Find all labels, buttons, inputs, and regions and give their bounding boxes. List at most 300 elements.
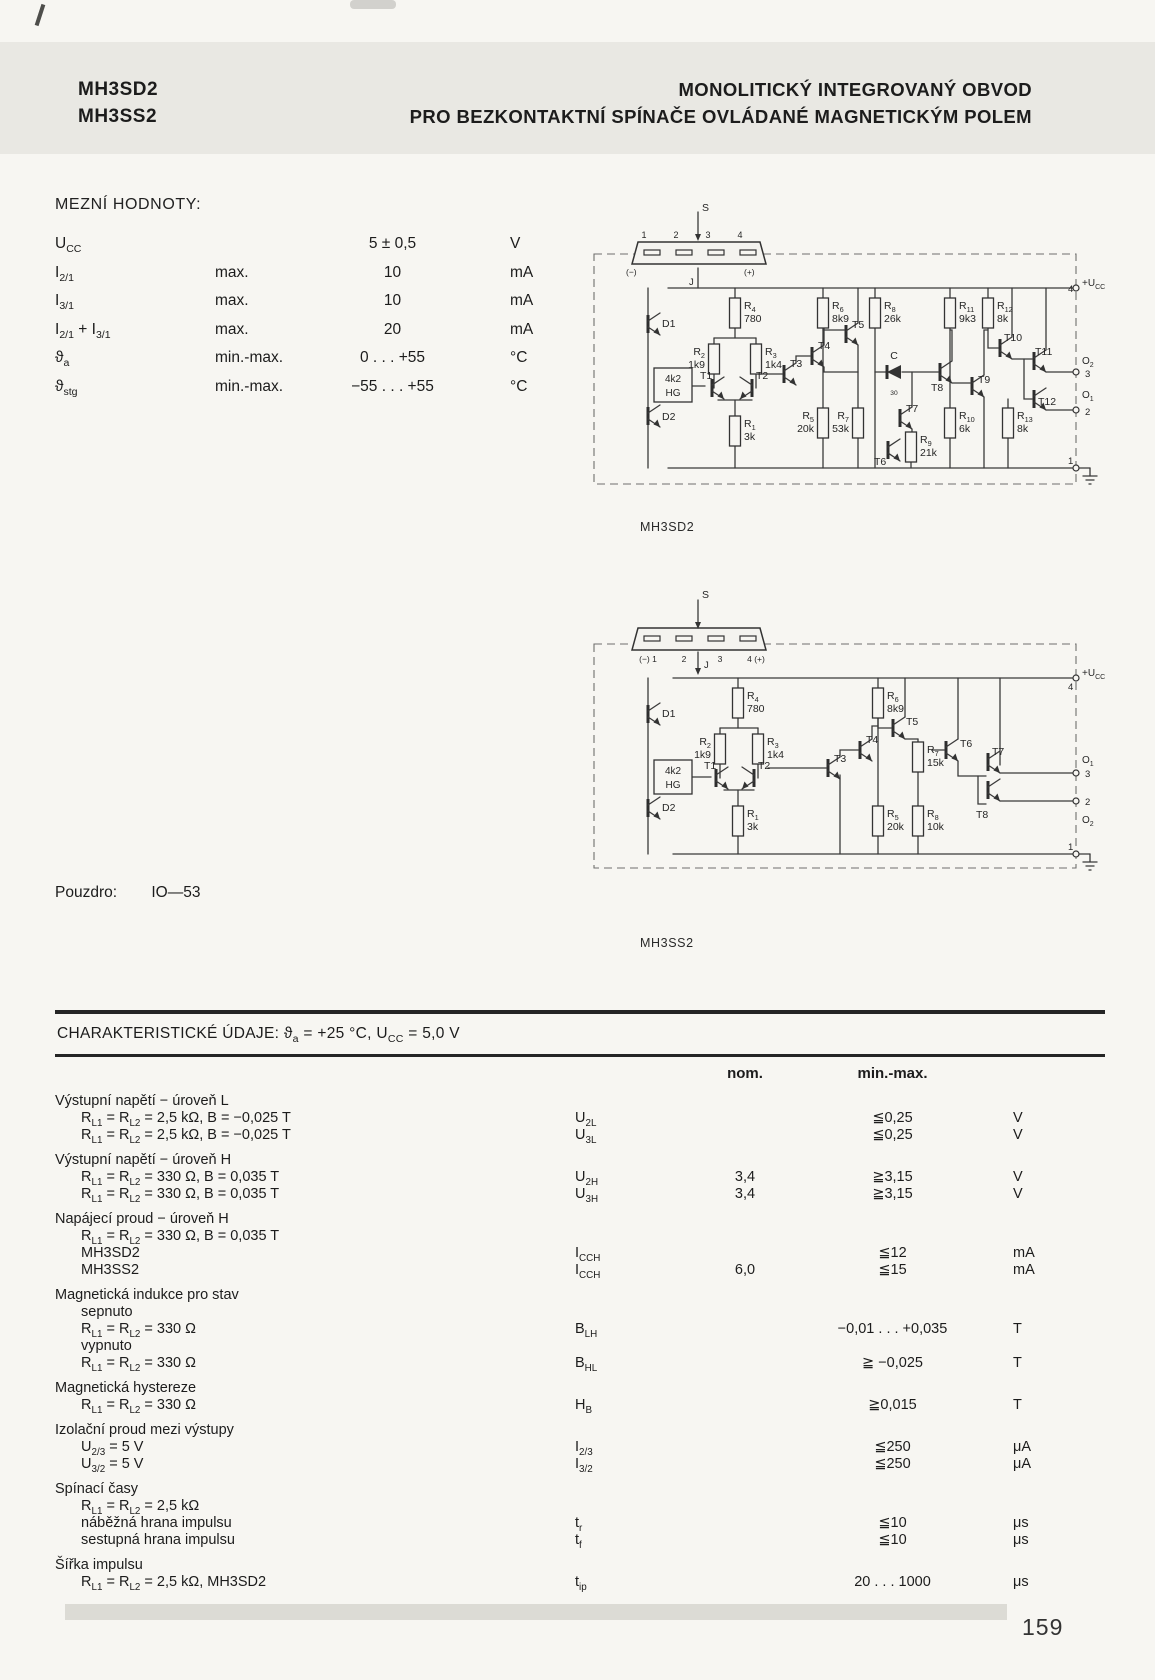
char-symbol: $t_f$ bbox=[575, 1532, 582, 1551]
char-minmax: ≦0,25 bbox=[872, 1127, 913, 1143]
characteristics-table bbox=[55, 1093, 1105, 1591]
svg-text:R8: $R_8$ bbox=[884, 300, 896, 314]
resistor-R4 bbox=[730, 298, 762, 328]
limit-value: 10 bbox=[383, 292, 402, 310]
schematic-label: (−) bbox=[626, 267, 637, 277]
svg-text:T3: T3 bbox=[790, 358, 803, 370]
model-mh3sd2: MH3SD2 bbox=[78, 79, 159, 100]
svg-text:R3: $R_3$ bbox=[767, 736, 779, 750]
limit-value: 5 ± 0,5 bbox=[368, 235, 417, 253]
char-row bbox=[55, 1439, 1105, 1456]
bottom-scan-band bbox=[65, 1604, 1007, 1620]
char-minmax: ≧ −0,025 bbox=[862, 1355, 923, 1371]
svg-text:1k4: 1k4 bbox=[765, 359, 782, 371]
char-unit: μA bbox=[1013, 1439, 1032, 1455]
limit-values-section bbox=[55, 196, 615, 401]
char-condition: Šířka impulsu bbox=[55, 1557, 143, 1573]
svg-text:T5: T5 bbox=[852, 319, 865, 331]
svg-text:R4: $R_4$ bbox=[747, 690, 759, 704]
char-row bbox=[55, 1093, 1105, 1110]
transistor-T9 bbox=[972, 374, 990, 397]
char-row bbox=[55, 1397, 1105, 1414]
char-row bbox=[55, 1515, 1105, 1532]
svg-text:D2: D2 bbox=[662, 802, 676, 814]
svg-text:R6: $R_6$ bbox=[887, 690, 899, 704]
limit-unit: V bbox=[510, 235, 521, 253]
svg-text:21k: 21k bbox=[920, 447, 937, 459]
svg-text:T1: T1 bbox=[700, 370, 713, 382]
limit-value: −55 . . . +55 bbox=[351, 377, 434, 395]
char-condition: $U_{2/3} = 5$ V bbox=[81, 1439, 144, 1458]
limit-row bbox=[55, 344, 615, 373]
char-condition: vypnuto bbox=[81, 1338, 132, 1354]
pin-terminal bbox=[1073, 465, 1079, 471]
char-condition: $R_{L1} = R_{L2} = 330$ Ω bbox=[81, 1397, 196, 1416]
limit-unit: mA bbox=[510, 263, 534, 281]
schematic-label: S bbox=[702, 589, 710, 601]
schematic-label: (−) 1 bbox=[639, 654, 657, 664]
char-minmax: ≦0,25 bbox=[872, 1110, 913, 1126]
schematic-label: HG bbox=[665, 780, 681, 791]
char-symbol: $I_{3/2}$ bbox=[575, 1456, 593, 1475]
svg-text:T10: T10 bbox=[1004, 332, 1023, 344]
char-minmax: 20 . . . 1000 bbox=[854, 1574, 931, 1590]
char-condition: $U_{3/2} = 5$ V bbox=[81, 1456, 144, 1475]
package-pad bbox=[676, 636, 692, 641]
char-condition: $R_{L1} = R_{L2} = 330$ Ω bbox=[81, 1321, 196, 1340]
svg-text:8k: 8k bbox=[1017, 423, 1029, 435]
svg-text:T2: T2 bbox=[758, 760, 771, 772]
limits-table bbox=[55, 230, 615, 401]
char-symbol: $I_{2/3}$ bbox=[575, 1439, 593, 1458]
package-label: Pouzdro: bbox=[55, 884, 118, 901]
svg-text:53k: 53k bbox=[832, 423, 849, 435]
svg-text:20k: 20k bbox=[797, 423, 814, 435]
limit-symbol: $ϑ_{stg}$ bbox=[55, 377, 78, 398]
char-condition: Spínací časy bbox=[55, 1481, 139, 1497]
svg-text:8k: 8k bbox=[997, 313, 1009, 325]
limit-value: 0 . . . +55 bbox=[359, 349, 426, 367]
schematic-label: 3 bbox=[1085, 369, 1091, 380]
resistor-R1 bbox=[730, 416, 756, 446]
package-note bbox=[55, 884, 200, 902]
svg-text:T12: T12 bbox=[1038, 396, 1057, 408]
schematic-label: $O_1$ bbox=[1082, 390, 1094, 403]
char-symbol: $t_{ip}$ bbox=[575, 1574, 587, 1593]
resistor-R12 bbox=[983, 298, 1013, 328]
svg-text:R6: $R_6$ bbox=[832, 300, 844, 314]
svg-text:T4: T4 bbox=[818, 340, 831, 352]
schematic-label: 4 bbox=[1068, 284, 1074, 295]
schematic-label: $O_1$ bbox=[1082, 755, 1094, 768]
char-condition: $R_{L1} = R_{L2} = 330$ Ω bbox=[81, 1355, 196, 1374]
title-line-1: MONOLITICKÝ INTEGROVANÝ OBVOD bbox=[678, 79, 1032, 100]
resistor-R8 bbox=[870, 298, 902, 328]
char-symbol: $U_{3L}$ bbox=[575, 1127, 597, 1146]
wire bbox=[878, 718, 891, 728]
limit-value: 20 bbox=[383, 320, 402, 338]
svg-text:8k9: 8k9 bbox=[832, 313, 849, 325]
schematic-label: J bbox=[689, 277, 694, 288]
schematic-label: J bbox=[704, 660, 709, 671]
schematic-caption-mh3sd2: MH3SD2 bbox=[640, 520, 695, 534]
svg-text:R5: $R_5$ bbox=[802, 410, 814, 424]
wire bbox=[978, 776, 986, 804]
char-row bbox=[55, 1110, 1105, 1127]
char-condition: $R_{L1} = R_{L2} = 330$ Ω, B = 0,035 T bbox=[81, 1186, 280, 1205]
char-minmax: −0,01 . . . +0,035 bbox=[837, 1321, 948, 1337]
limit-qualifier: min.-max. bbox=[215, 349, 284, 367]
transistor-T6 bbox=[946, 738, 972, 761]
char-unit: mA bbox=[1013, 1245, 1035, 1261]
limit-qualifier: max. bbox=[215, 292, 249, 310]
schematic-label: 4k2 bbox=[664, 374, 682, 385]
schematic-label: 4 (+) bbox=[747, 654, 765, 664]
svg-text:D1: D1 bbox=[662, 708, 676, 720]
limit-qualifier: max. bbox=[215, 320, 249, 338]
characteristics-header bbox=[55, 1057, 1105, 1093]
schematic-label: 4k2 bbox=[664, 766, 682, 777]
svg-text:9k3: 9k3 bbox=[959, 313, 976, 325]
package-pad bbox=[740, 250, 756, 255]
svg-text:8k9: 8k9 bbox=[887, 703, 904, 715]
char-minmax: ≦15 bbox=[878, 1262, 907, 1278]
char-row bbox=[55, 1245, 1105, 1262]
char-row bbox=[55, 1422, 1105, 1439]
char-condition: sepnuto bbox=[81, 1304, 133, 1320]
svg-text:26k: 26k bbox=[884, 313, 901, 325]
char-unit: V bbox=[1013, 1110, 1023, 1126]
schematic-label: 2 bbox=[673, 230, 679, 240]
schematic-mh3ss2 bbox=[588, 578, 1112, 878]
title-line-2: PRO BEZKONTAKTNÍ SPÍNAČE OVLÁDANÉ MAGNETICKÝM POLEM bbox=[409, 106, 1032, 127]
svg-text:R1: $R_1$ bbox=[744, 418, 756, 432]
resistor-R7 bbox=[913, 742, 945, 772]
svg-text:780: 780 bbox=[744, 313, 762, 325]
column-minmax: min.-max. bbox=[857, 1065, 928, 1082]
transistor-T8 bbox=[931, 361, 952, 394]
resistor-R8 bbox=[913, 806, 945, 836]
char-condition: Výstupní napětí − úroveň L bbox=[55, 1093, 229, 1109]
svg-text:R12: $R_{12}$ bbox=[997, 300, 1013, 314]
svg-text:T7: T7 bbox=[906, 403, 919, 415]
resistor-R5 bbox=[797, 408, 828, 438]
limit-symbol: $I_{2/1}$ bbox=[55, 263, 74, 284]
svg-text:R3: $R_3$ bbox=[765, 346, 777, 360]
char-row bbox=[55, 1456, 1105, 1473]
wire bbox=[988, 328, 998, 348]
schematic-label: 2 bbox=[1085, 407, 1091, 418]
package-value: IO—53 bbox=[151, 884, 201, 901]
svg-text:R7: $R_7$ bbox=[927, 744, 939, 758]
char-unit: V bbox=[1013, 1169, 1023, 1185]
svg-text:T8: T8 bbox=[976, 809, 989, 821]
resistor-R11 bbox=[945, 298, 977, 328]
limit-qualifier: max. bbox=[215, 263, 249, 281]
capacitor-c bbox=[887, 365, 901, 379]
svg-text:R2: $R_2$ bbox=[699, 736, 711, 750]
char-condition: MH3SS2 bbox=[81, 1262, 140, 1278]
schematic-label: 3 bbox=[705, 230, 711, 240]
schematic-label: $O_2$ bbox=[1082, 815, 1094, 828]
char-symbol: $U_{2H}$ bbox=[575, 1169, 599, 1188]
pin-terminal bbox=[1073, 851, 1079, 857]
schematic-label: C bbox=[890, 350, 898, 362]
char-unit: μs bbox=[1013, 1515, 1029, 1531]
pin-terminal bbox=[1073, 407, 1079, 413]
char-row bbox=[55, 1380, 1105, 1397]
transistor-T7 bbox=[900, 403, 918, 429]
svg-text:3k: 3k bbox=[744, 431, 756, 443]
pin-terminal bbox=[1073, 285, 1079, 291]
char-nom: 3,4 bbox=[734, 1169, 756, 1185]
package-pad bbox=[708, 636, 724, 641]
transistor-T1 bbox=[700, 370, 724, 399]
char-unit: T bbox=[1013, 1321, 1022, 1337]
transistor-T3 bbox=[784, 358, 802, 385]
char-condition: $R_{L1} = R_{L2} = 2,5$ kΩ, MH3SD2 bbox=[81, 1574, 267, 1593]
schematic-label: 30 bbox=[890, 390, 898, 397]
svg-text:R11: $R_{11}$ bbox=[959, 300, 975, 314]
svg-text:R5: $R_5$ bbox=[887, 808, 899, 822]
limit-row bbox=[55, 230, 615, 259]
char-row bbox=[55, 1169, 1105, 1186]
svg-text:T3: T3 bbox=[834, 753, 847, 765]
char-row bbox=[55, 1355, 1105, 1372]
char-condition: $R_{L1} = R_{L2} = 2,5$ kΩ, B = −0,025 T bbox=[81, 1110, 291, 1129]
limit-row bbox=[55, 259, 615, 288]
limit-symbol: $U_{CC}$ bbox=[55, 235, 82, 256]
svg-text:T2: T2 bbox=[756, 370, 769, 382]
schematic-label: 2 bbox=[1085, 797, 1091, 808]
page-number: 159 bbox=[1022, 1614, 1064, 1640]
transistor-T7 bbox=[988, 746, 1004, 773]
svg-text:10k: 10k bbox=[927, 821, 944, 833]
svg-text:R7: $R_7$ bbox=[837, 410, 849, 424]
svg-text:T4: T4 bbox=[866, 734, 879, 746]
resistor-R6 bbox=[873, 688, 905, 718]
pin-terminal bbox=[1073, 770, 1079, 776]
char-condition: $R_{L1} = R_{L2} = 2,5$ kΩ bbox=[81, 1498, 200, 1517]
package-pad bbox=[644, 636, 660, 641]
char-unit: mA bbox=[1013, 1262, 1035, 1278]
char-row bbox=[55, 1211, 1105, 1228]
char-minmax: ≦250 bbox=[874, 1439, 911, 1455]
column-nom: nom. bbox=[727, 1065, 763, 1082]
characteristics-title: CHARAKTERISTICKÉ ÚDAJE: $ϑ_a = +25$ °C, $U_{CC} = 5,0$ V bbox=[57, 1025, 460, 1046]
char-row bbox=[55, 1152, 1105, 1169]
char-row bbox=[55, 1532, 1105, 1549]
svg-text:T5: T5 bbox=[906, 716, 919, 728]
wire bbox=[1024, 359, 1032, 399]
svg-text:T1: T1 bbox=[704, 760, 717, 772]
schematic-label: 4 bbox=[737, 230, 743, 240]
char-symbol: $t_r$ bbox=[575, 1515, 583, 1534]
model-mh3ss2: MH3SS2 bbox=[78, 106, 158, 127]
resistor-R5 bbox=[873, 806, 905, 836]
resistor-R4 bbox=[733, 688, 765, 718]
char-condition: Výstupní napětí − úroveň H bbox=[55, 1152, 232, 1168]
limit-unit: mA bbox=[510, 320, 534, 338]
svg-text:780: 780 bbox=[747, 703, 765, 715]
char-minmax: ≦10 bbox=[878, 1532, 907, 1548]
limits-title: MEZNÍ HODNOTY: bbox=[55, 196, 202, 213]
schematic-label: HG bbox=[665, 388, 681, 399]
char-nom: 6,0 bbox=[734, 1262, 756, 1278]
svg-text:6k: 6k bbox=[959, 423, 971, 435]
limit-qualifier: min.-max. bbox=[215, 377, 284, 395]
schematic-label: $+U_{CC}$ bbox=[1082, 668, 1106, 681]
svg-text:R2: $R_2$ bbox=[693, 346, 705, 360]
char-row bbox=[55, 1574, 1105, 1591]
package-pad bbox=[676, 250, 692, 255]
arrow-head bbox=[695, 234, 701, 241]
char-condition: Izolační proud mezi výstupy bbox=[55, 1422, 234, 1438]
char-row bbox=[55, 1262, 1105, 1279]
package-pad bbox=[644, 250, 660, 255]
char-unit: T bbox=[1013, 1397, 1022, 1413]
svg-text:1k9: 1k9 bbox=[694, 749, 711, 761]
char-condition: sestupná hrana impulsu bbox=[81, 1532, 235, 1548]
svg-text:1k4: 1k4 bbox=[767, 749, 784, 761]
char-condition: $R_{L1} = R_{L2} = 2,5$ kΩ, B = −0,025 T bbox=[81, 1127, 291, 1146]
limit-symbol: $I_{3/1}$ bbox=[55, 292, 74, 313]
svg-text:R10: $R_{10}$ bbox=[959, 410, 975, 424]
svg-text:R4: $R_4$ bbox=[744, 300, 756, 314]
char-condition: MH3SD2 bbox=[81, 1245, 140, 1261]
scan-artifact-mark bbox=[35, 4, 46, 26]
char-row bbox=[55, 1498, 1105, 1515]
char-symbol: $I_{CCH}$ bbox=[575, 1245, 601, 1264]
schematic-label: 1 bbox=[1068, 842, 1074, 853]
char-minmax: ≦12 bbox=[878, 1245, 907, 1261]
transistor-T4 bbox=[812, 340, 830, 367]
schematic-label: S bbox=[702, 202, 710, 214]
char-symbol: $H_B$ bbox=[575, 1397, 593, 1416]
pin-terminal bbox=[1073, 798, 1079, 804]
resistor-R10 bbox=[945, 408, 975, 438]
transistor-D2 bbox=[648, 405, 676, 427]
svg-text:D1: D1 bbox=[662, 318, 676, 330]
svg-text:T9: T9 bbox=[978, 374, 991, 386]
limit-unit: °C bbox=[510, 377, 528, 395]
svg-text:T6: T6 bbox=[960, 738, 973, 750]
char-unit: V bbox=[1013, 1127, 1023, 1143]
limit-row bbox=[55, 287, 615, 316]
package-pad bbox=[708, 250, 724, 255]
limit-symbol: $I_{2/1} + I_{3/1}$ bbox=[55, 320, 111, 341]
arrow-head bbox=[695, 668, 701, 675]
limit-symbol: $ϑ_a$ bbox=[55, 349, 70, 370]
resistor-R6 bbox=[818, 298, 850, 328]
svg-text:R1: $R_1$ bbox=[747, 808, 759, 822]
char-symbol: $U_{2L}$ bbox=[575, 1110, 597, 1129]
char-row bbox=[55, 1338, 1105, 1355]
char-symbol: $U_{3H}$ bbox=[575, 1186, 599, 1205]
transistor-T12 bbox=[1034, 388, 1056, 410]
transistor-T6 bbox=[874, 439, 900, 468]
package-pad bbox=[740, 636, 756, 641]
char-row bbox=[55, 1228, 1105, 1245]
char-row bbox=[55, 1186, 1105, 1203]
char-minmax: ≦250 bbox=[874, 1456, 911, 1472]
transistor-T10 bbox=[1000, 332, 1022, 359]
char-condition: Napájecí proud − úroveň H bbox=[55, 1211, 229, 1227]
char-row bbox=[55, 1287, 1105, 1304]
svg-text:R13: $R_{13}$ bbox=[1017, 410, 1033, 424]
svg-text:D2: D2 bbox=[662, 411, 676, 423]
char-minmax: ≦10 bbox=[878, 1515, 907, 1531]
transistor-T5 bbox=[893, 716, 918, 739]
char-row bbox=[55, 1557, 1105, 1574]
schematic-label: 3 bbox=[1085, 769, 1091, 780]
svg-text:R8: $R_8$ bbox=[927, 808, 939, 822]
resistor-R9 bbox=[906, 432, 938, 462]
char-condition: náběžná hrana impulsu bbox=[81, 1515, 232, 1531]
char-unit: T bbox=[1013, 1355, 1022, 1371]
limit-row bbox=[55, 373, 615, 402]
svg-text:R9: $R_9$ bbox=[920, 434, 932, 448]
limit-unit: °C bbox=[510, 349, 528, 367]
pin-terminal bbox=[1073, 675, 1079, 681]
wire bbox=[824, 367, 858, 372]
char-minmax: ≧3,15 bbox=[872, 1169, 913, 1185]
schematic-label: 2 bbox=[681, 654, 687, 664]
svg-text:T8: T8 bbox=[931, 382, 944, 394]
char-row bbox=[55, 1127, 1105, 1144]
char-unit: μs bbox=[1013, 1574, 1029, 1590]
characteristics-section bbox=[55, 1010, 1105, 1591]
char-symbol: $I_{CCH}$ bbox=[575, 1262, 601, 1281]
transistor-T11 bbox=[1034, 346, 1052, 372]
svg-text:T6: T6 bbox=[874, 456, 887, 468]
schematic-label: 4 bbox=[1068, 682, 1074, 693]
wire bbox=[958, 761, 986, 776]
char-symbol: $B_{LH}$ bbox=[575, 1321, 598, 1340]
schematic-mh3sd2 bbox=[588, 196, 1112, 496]
schematic-caption-mh3ss2: MH3SS2 bbox=[640, 936, 694, 950]
model-numbers bbox=[78, 76, 158, 130]
resistor-R7 bbox=[832, 408, 863, 438]
char-condition: $R_{L1} = R_{L2} = 330$ Ω, B = 0,035 T bbox=[81, 1169, 280, 1188]
svg-text:T11: T11 bbox=[1035, 346, 1053, 358]
schematic-label: 1 bbox=[641, 230, 647, 240]
char-condition: Magnetická hystereze bbox=[55, 1380, 197, 1396]
char-condition: $R_{L1} = R_{L2} = 330$ Ω, B = 0,035 T bbox=[81, 1228, 280, 1247]
char-minmax: ≧3,15 bbox=[872, 1186, 913, 1202]
limit-value: 10 bbox=[383, 263, 402, 281]
svg-text:20k: 20k bbox=[887, 821, 904, 833]
char-row bbox=[55, 1304, 1105, 1321]
char-nom: 3,4 bbox=[734, 1186, 756, 1202]
svg-text:15k: 15k bbox=[927, 757, 944, 769]
schematic-label: (+) bbox=[744, 267, 755, 277]
char-row bbox=[55, 1481, 1105, 1498]
transistor-T3 bbox=[828, 753, 846, 779]
char-condition: Magnetická indukce pro stav bbox=[55, 1287, 239, 1303]
svg-text:1k9: 1k9 bbox=[688, 359, 705, 371]
page-title bbox=[300, 76, 1032, 130]
transistor-T4 bbox=[860, 734, 878, 761]
transistor-D1 bbox=[648, 703, 676, 725]
char-row bbox=[55, 1321, 1105, 1338]
char-symbol: $B_{HL}$ bbox=[575, 1355, 598, 1374]
transistor-D1 bbox=[648, 313, 676, 335]
pin-terminal bbox=[1073, 369, 1079, 375]
schematic-label: 3 bbox=[717, 654, 723, 664]
char-unit: μA bbox=[1013, 1456, 1032, 1472]
transistor-D2 bbox=[648, 797, 676, 819]
